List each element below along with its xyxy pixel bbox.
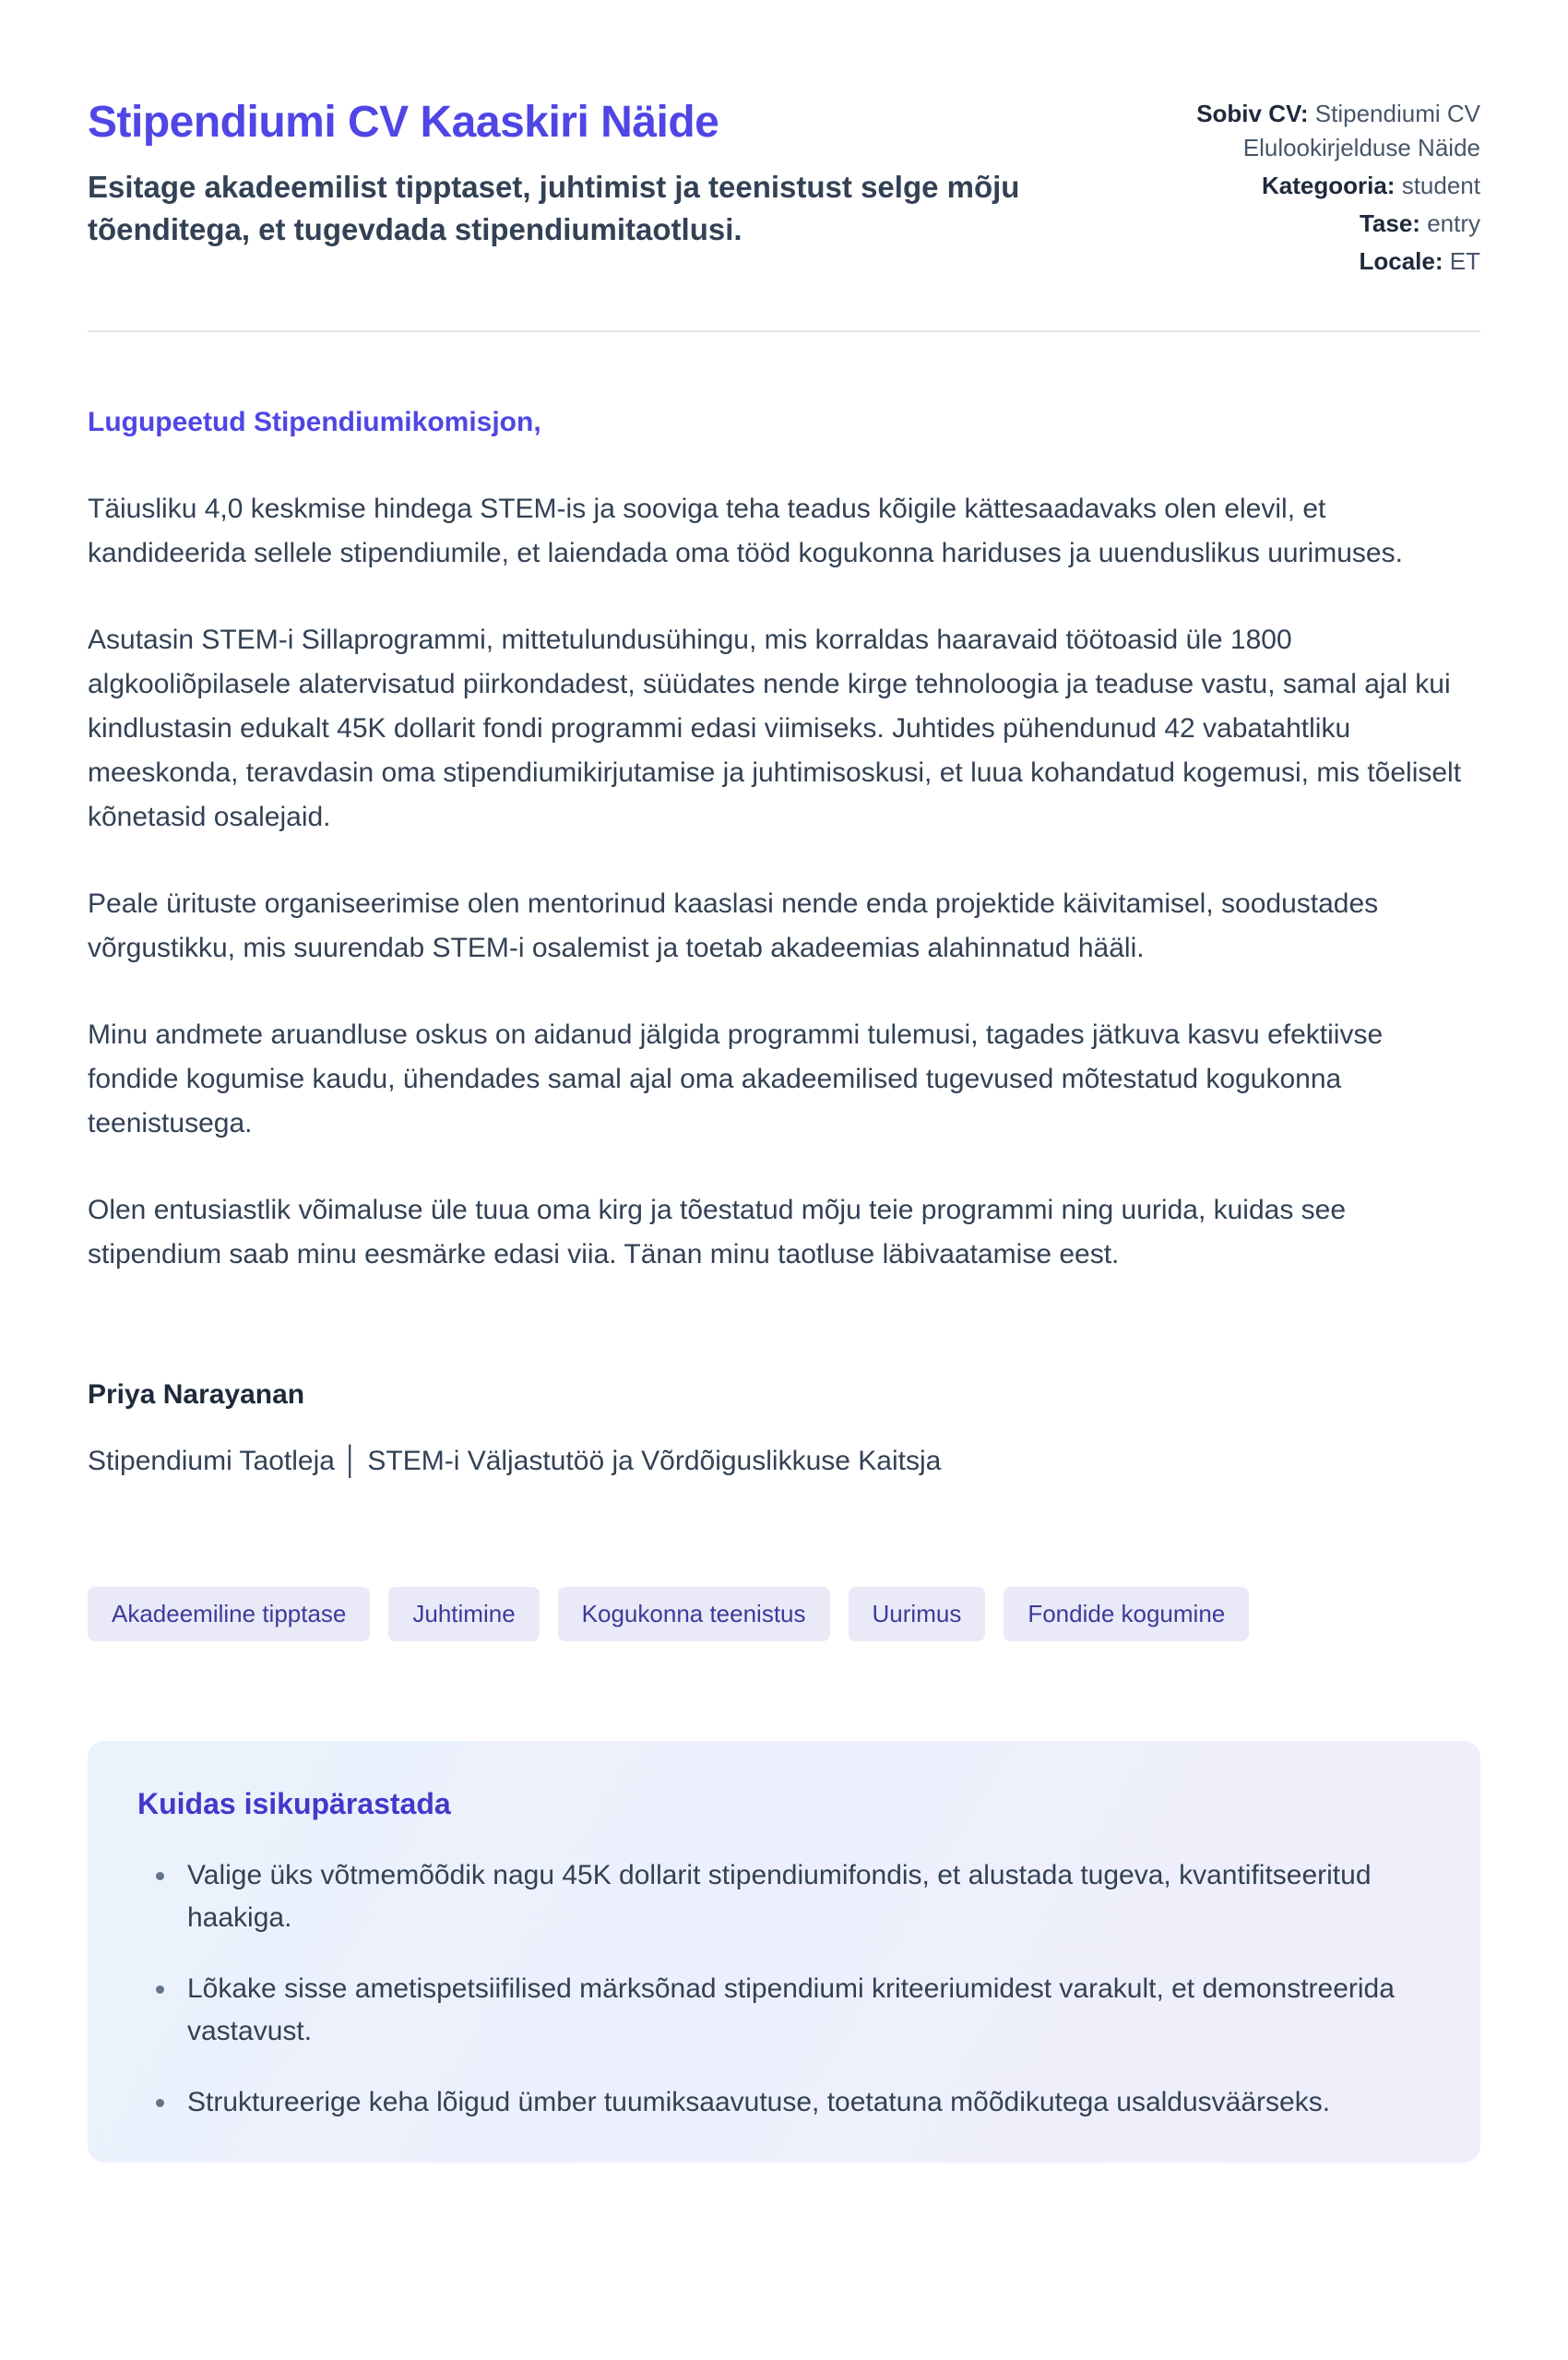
tips-box — [88, 1741, 1480, 2163]
page-title: Stipendiumi CV Kaaskiri Näide — [88, 98, 719, 147]
letter-paragraph: Asutasin STEM-i Sillaprogrammi, mittetulundusühingu, mis korraldas haaravaid töötoasid üle 1800 algkooliõpilasele alatervisatud piirkondadest, süüdates nende kirge tehnoloogia ja teaduse vastu, samal ajal kui kindlustasin edukalt 45K dollarit fondi programmi edasi viimiseks. Juhtides pühendunud 42 vabatahtliku meeskonda, teravdasin oma stipendiumikirjutamise ja juhtimisoskusi, et luua kohandatud kogemusi, mis tõeliselt kõnetasid osalejaid. — [88, 624, 1462, 832]
meta-label: Tase: — [1359, 209, 1420, 237]
meta-label: Sobiv CV: — [1196, 100, 1309, 127]
tag-chip-community-service: Kogukonna teenistus — [558, 1587, 830, 1641]
meta-item-category — [1176, 169, 1480, 203]
meta-item-matching-cv — [1176, 97, 1480, 165]
tip-item: • Valige üks võtmemõõdik nagu 45K dollarit stipendiumifondis, et alustada tugeva, kvantifitseeritud haakiga. — [178, 1854, 1431, 1940]
letter-body — [88, 400, 1480, 1484]
tag-chip-leadership: Juhtimine — [388, 1587, 539, 1641]
tips-list — [137, 1854, 1431, 2125]
tips-heading: Kuidas isikupärastada — [137, 1786, 451, 1820]
meta-item-locale — [1176, 244, 1480, 279]
signature-title: Stipendiumi Taotleja │ STEM-i Väljastutöö ja Võrdõiguslikkuse Kaitsja — [88, 1445, 942, 1476]
tip-item: • Lõkake sisse ametispetsiifilised märksõnad stipendiumi kriteeriumidest varakult, et demonstreerida vastavust. — [178, 1968, 1431, 2054]
tag-chip-fundraising: Fondide kogumine — [1004, 1587, 1249, 1641]
tag-chip-academic-excellence: Akadeemiline tipptase — [88, 1587, 370, 1641]
letter-paragraph: Minu andmete aruandluse oskus on aidanud jälgida programmi tulemusi, tagades jätkuva kasvu efektiivse fondide kogumise kaudu, ühendades samal ajal oma akadeemilised tugevused mõtestatud kogukonna teenistusega. — [88, 1019, 1384, 1138]
salutation: Lugupeetud Stipendiumikomisjon, — [88, 406, 541, 437]
meta-value: entry — [1427, 209, 1480, 237]
signature-name: Priya Narayanan — [88, 1378, 305, 1410]
tip-item: • Struktureerige keha lõigud ümber tuumiksaavutuse, toetatuna mõõdikutega usaldusväärseks. — [178, 2081, 1431, 2125]
header — [88, 97, 1480, 282]
letter-paragraph: Olen entusiastlik võimaluse üle tuua oma kirg ja tõestatud mõju teie programmi ning uurida, kuidas see stipendium saab minu eesmärke edasi viia. Tänan minu taotluse läbivaatamise eest. — [88, 1194, 1347, 1269]
page-subtitle: Esitage akadeemilist tipptaset, juhtimist ja teenistust selge mõju tõenditega, et tugevdada stipendiumitaotlusi. — [88, 170, 1020, 246]
letter-paragraph: Täiusliku 4,0 keskmise hindega STEM-is ja sooviga teha teadus kõigile kättesaadavaks olen elevil, et kandideerida sellele stipendiumile, et laiendada oma tööd kogukonna hariduses ja uuenduslikus uurimuses. — [88, 493, 1403, 568]
tag-chip-research: Uurimus — [849, 1587, 986, 1641]
meta-block — [1176, 97, 1480, 282]
signature-block — [88, 1373, 1480, 1484]
meta-item-level — [1176, 207, 1480, 241]
tags-row — [88, 1587, 1480, 1641]
meta-value: ET — [1449, 246, 1480, 275]
header-left — [88, 97, 1075, 250]
meta-label: Kategooria: — [1262, 171, 1396, 199]
header-divider — [88, 330, 1480, 332]
letter-paragraph: Peale ürituste organiseerimise olen mentorinud kaaslasi nende enda projektide käivitamisel, soodustades võrgustikku, mis suurendab STEM-i osalemist ja toetab akadeemias alahinnatud hääli. — [88, 888, 1379, 963]
meta-label: Locale: — [1359, 246, 1443, 275]
meta-value: student — [1401, 171, 1480, 199]
meta-value: Stipendiumi CV Elulookirjelduse Näide — [1242, 100, 1480, 161]
